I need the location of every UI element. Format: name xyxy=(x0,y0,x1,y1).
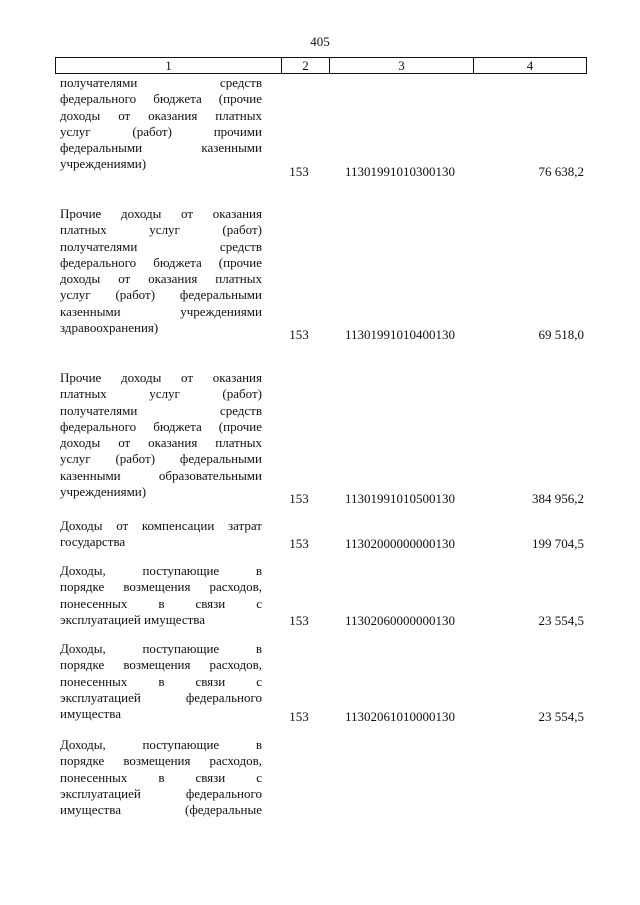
row-admin-code: 153 xyxy=(289,709,309,724)
row-budget-code: 11302060000000130 xyxy=(344,613,456,628)
row-description: Доходы, поступающие в порядке возмещения расходов, понесенных в связи с эксплуатацией федерального имущества xyxy=(60,641,262,722)
row-amount: 23 554,5 xyxy=(538,613,584,628)
row-description: Прочие доходы от оказания платных услуг (работ) получателями средств федерального бюджета (прочие доходы от оказания платных услуг (работ) федеральными казенными образовательными учреждениями) xyxy=(60,370,262,500)
table-header xyxy=(55,57,587,74)
header-col-1: 1 xyxy=(56,58,282,73)
row-budget-code: 11302061010000130 xyxy=(344,709,456,724)
row-description: Доходы от компенсации затрат государства xyxy=(60,518,262,550)
row-amount: 384 956,2 xyxy=(532,491,584,506)
row-admin-code: 153 xyxy=(289,536,309,551)
row-budget-code: 11301991010400130 xyxy=(344,327,456,342)
header-col-3: 3 xyxy=(330,58,474,73)
row-budget-code: 11301991010300130 xyxy=(344,164,456,179)
row-admin-code: 153 xyxy=(289,164,309,179)
page-number: 405 xyxy=(310,34,330,49)
row-budget-code: 11302000000000130 xyxy=(344,536,456,551)
row-admin-code: 153 xyxy=(289,491,309,506)
row-admin-code: 153 xyxy=(289,613,309,628)
row-amount: 199 704,5 xyxy=(532,536,584,551)
row-amount: 76 638,2 xyxy=(538,164,584,179)
header-col-2: 2 xyxy=(282,58,330,73)
row-description: Прочие доходы от оказания платных услуг (работ) получателями средств федерального бюджета (прочие доходы от оказания платных услуг (работ) федеральными казенными учреждениями здравоохранения) xyxy=(60,206,262,336)
header-col-4: 4 xyxy=(526,58,534,73)
row-amount: 23 554,5 xyxy=(538,709,584,724)
row-admin-code: 153 xyxy=(289,327,309,342)
row-description: Доходы, поступающие в порядке возмещения расходов, понесенных в связи с эксплуатацией федерального имущества (федеральные xyxy=(60,737,262,818)
row-description: Доходы, поступающие в порядке возмещения расходов, понесенных в связи с эксплуатацией имущества xyxy=(60,563,262,627)
row-budget-code: 11301991010500130 xyxy=(344,491,456,506)
row-description: получателями средств федерального бюджета (прочие доходы от оказания платных услуг (работ) прочими федеральными казенными учреждениями) xyxy=(60,75,262,172)
row-amount: 69 518,0 xyxy=(538,327,584,342)
